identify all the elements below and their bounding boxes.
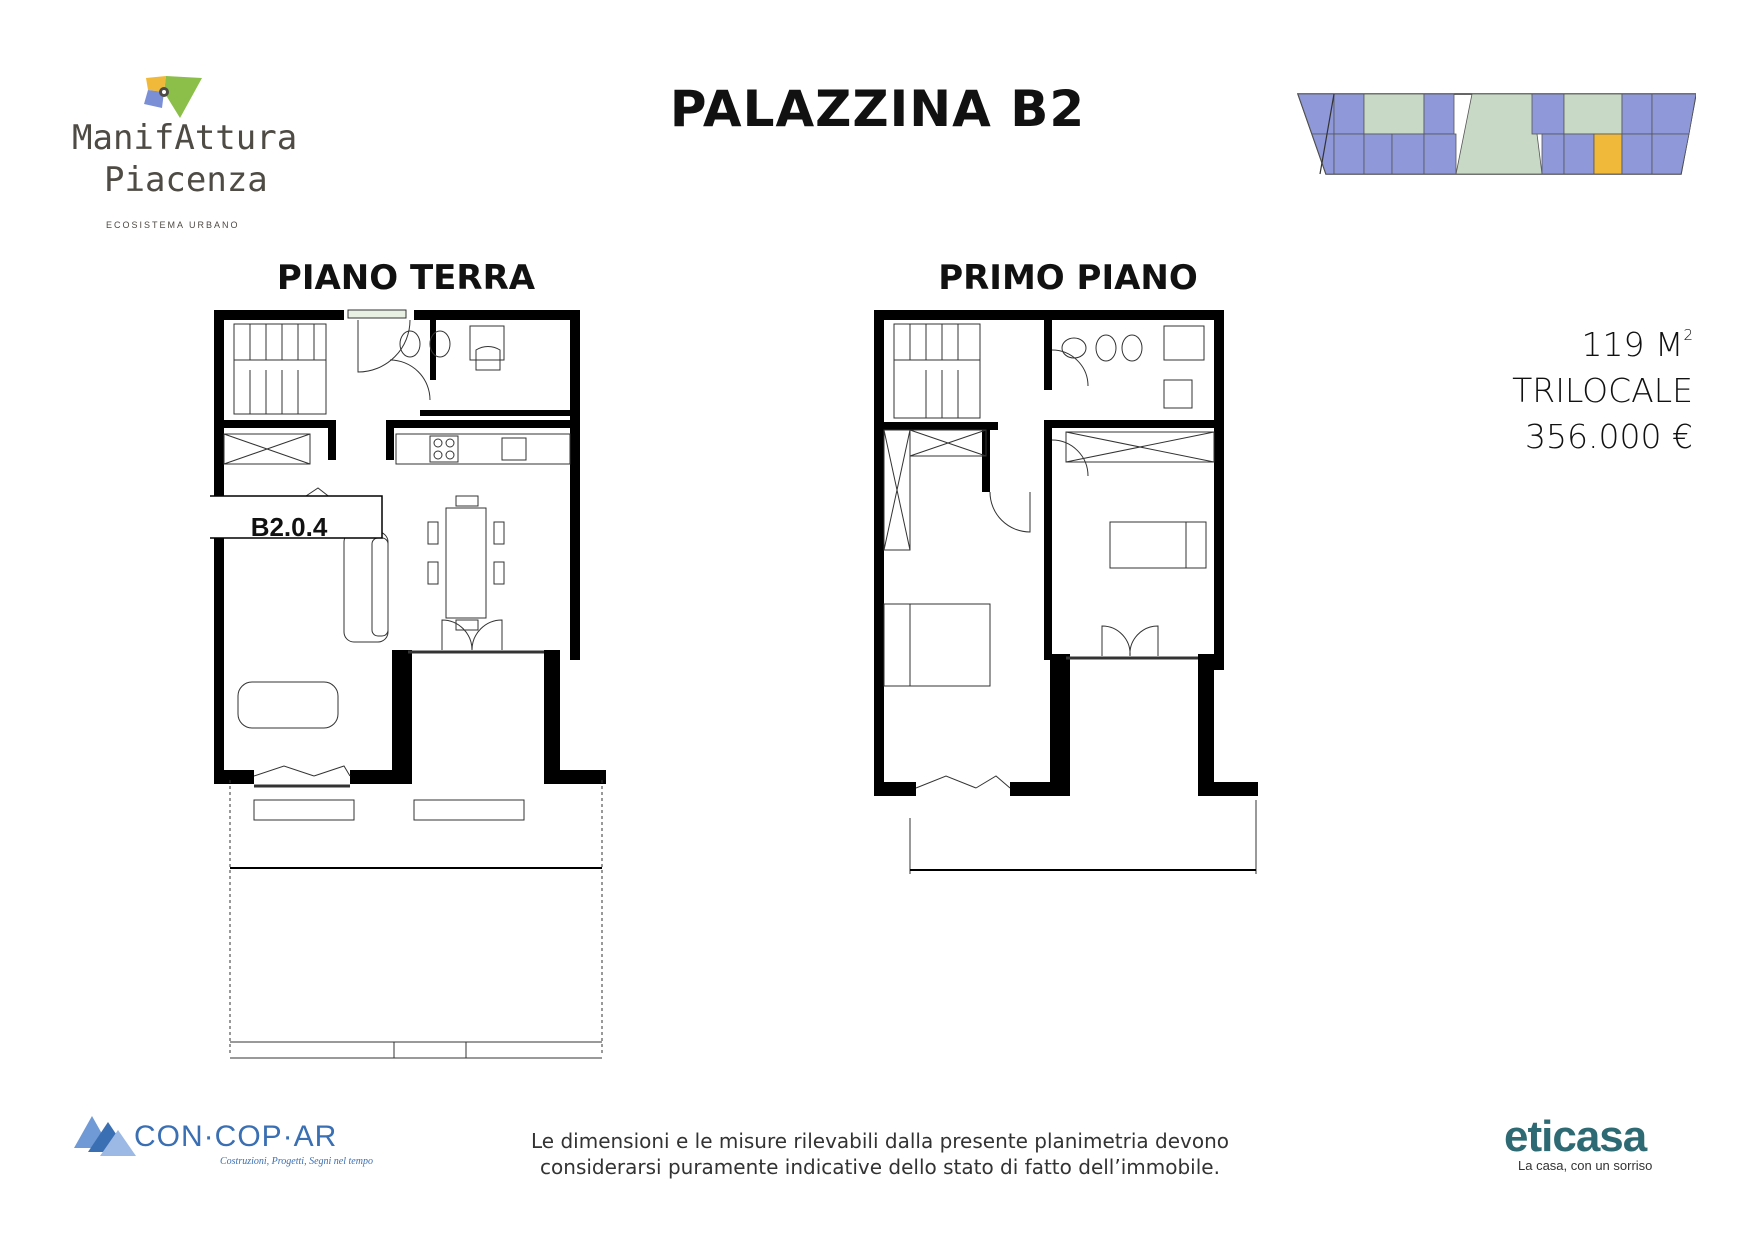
wall bbox=[544, 650, 560, 784]
disclaimer bbox=[470, 1128, 1290, 1180]
entrance-door bbox=[358, 320, 410, 372]
sofa bbox=[238, 682, 338, 728]
wall bbox=[414, 310, 580, 320]
logo-line2: Piacenza bbox=[104, 160, 268, 200]
wall bbox=[884, 422, 998, 430]
key-green bbox=[1364, 94, 1424, 134]
shower bbox=[1164, 326, 1204, 360]
toilet bbox=[400, 331, 420, 357]
first-floor-plan bbox=[870, 300, 1270, 900]
french-door bbox=[442, 620, 472, 650]
bedroom-door bbox=[990, 492, 1030, 532]
kitchen-counter bbox=[396, 434, 570, 464]
wall bbox=[214, 310, 344, 320]
wall bbox=[570, 310, 580, 660]
building-key-plan bbox=[1296, 92, 1696, 178]
eticasa-name: eticasa bbox=[1504, 1112, 1647, 1161]
unit-price: 356.000 € bbox=[1525, 417, 1693, 456]
single-bed bbox=[1110, 522, 1206, 568]
wall bbox=[1198, 654, 1214, 796]
concopar-logo bbox=[74, 1110, 394, 1170]
wall bbox=[214, 770, 254, 784]
disclaimer-line1: Le dimensioni e le misure rilevabili dalla presente planimetria devono bbox=[531, 1129, 1229, 1153]
logo-tagline: ECOSISTEMA URBANO bbox=[106, 220, 240, 230]
dining-table bbox=[446, 508, 486, 618]
key-highlighted-unit bbox=[1594, 134, 1622, 174]
wall bbox=[544, 770, 606, 784]
terrace-window bbox=[254, 800, 354, 820]
wall bbox=[1050, 654, 1070, 796]
wall bbox=[1044, 320, 1052, 390]
sink bbox=[502, 438, 526, 460]
toilet bbox=[1096, 335, 1116, 361]
wall bbox=[386, 420, 580, 428]
wall bbox=[224, 420, 334, 428]
bedroom-door bbox=[1052, 440, 1088, 476]
shower-tray bbox=[1164, 380, 1192, 408]
disclaimer-line2: considerarsi puramente indicative dello stato di fatto dell’immobile. bbox=[540, 1155, 1220, 1179]
bathroom-door bbox=[390, 360, 430, 400]
page-title: PALAZZINA B2 bbox=[669, 80, 1086, 138]
wall bbox=[874, 310, 1224, 320]
stairs bbox=[894, 324, 980, 418]
wall bbox=[328, 420, 336, 460]
key-green bbox=[1564, 94, 1622, 134]
key-unit bbox=[1532, 94, 1564, 134]
unit-area: 119 $M^2$ bbox=[1581, 325, 1693, 364]
window bbox=[254, 766, 314, 776]
eticasa-tagline: La casa, con un sorriso bbox=[1518, 1158, 1653, 1173]
wall bbox=[1214, 310, 1224, 670]
wall bbox=[874, 782, 916, 796]
wall bbox=[1044, 500, 1052, 660]
concopar-tagline: Costruzioni, Progetti, Segni nel tempo bbox=[220, 1156, 373, 1167]
window bbox=[916, 776, 976, 788]
ground-floor-plan bbox=[210, 300, 610, 1090]
logo-line1: ManifAttura bbox=[72, 118, 298, 158]
stove bbox=[430, 436, 458, 462]
unit-info bbox=[1512, 312, 1693, 460]
sofa bbox=[344, 532, 388, 642]
floor-title-ground: PIANO TERRA bbox=[276, 258, 536, 298]
key-unit bbox=[1652, 94, 1696, 134]
wall bbox=[874, 310, 884, 790]
key-unit bbox=[1424, 94, 1454, 134]
stairs bbox=[234, 324, 326, 414]
key-unit bbox=[1622, 94, 1652, 134]
french-door bbox=[1102, 626, 1130, 656]
unit-area-superscript: 2 bbox=[1683, 326, 1693, 344]
wall bbox=[1044, 420, 1052, 500]
sink bbox=[476, 346, 500, 370]
unit-type: TRILOCALE bbox=[1512, 371, 1693, 410]
wall bbox=[1044, 420, 1224, 428]
wall bbox=[392, 650, 412, 784]
wall bbox=[1198, 782, 1258, 796]
mountain-icon bbox=[74, 1112, 136, 1156]
key-unit bbox=[1334, 94, 1364, 134]
unit-label: B2.0.4 bbox=[250, 512, 328, 542]
concopar-name: CON·COP·AR bbox=[134, 1120, 338, 1153]
sink bbox=[1062, 338, 1086, 358]
floor-title-first: PRIMO PIANO bbox=[938, 258, 1198, 298]
shower bbox=[470, 326, 504, 360]
wall bbox=[420, 410, 570, 416]
double-bed bbox=[884, 604, 990, 686]
bidet bbox=[1122, 335, 1142, 361]
eticasa-logo bbox=[1504, 1112, 1694, 1172]
